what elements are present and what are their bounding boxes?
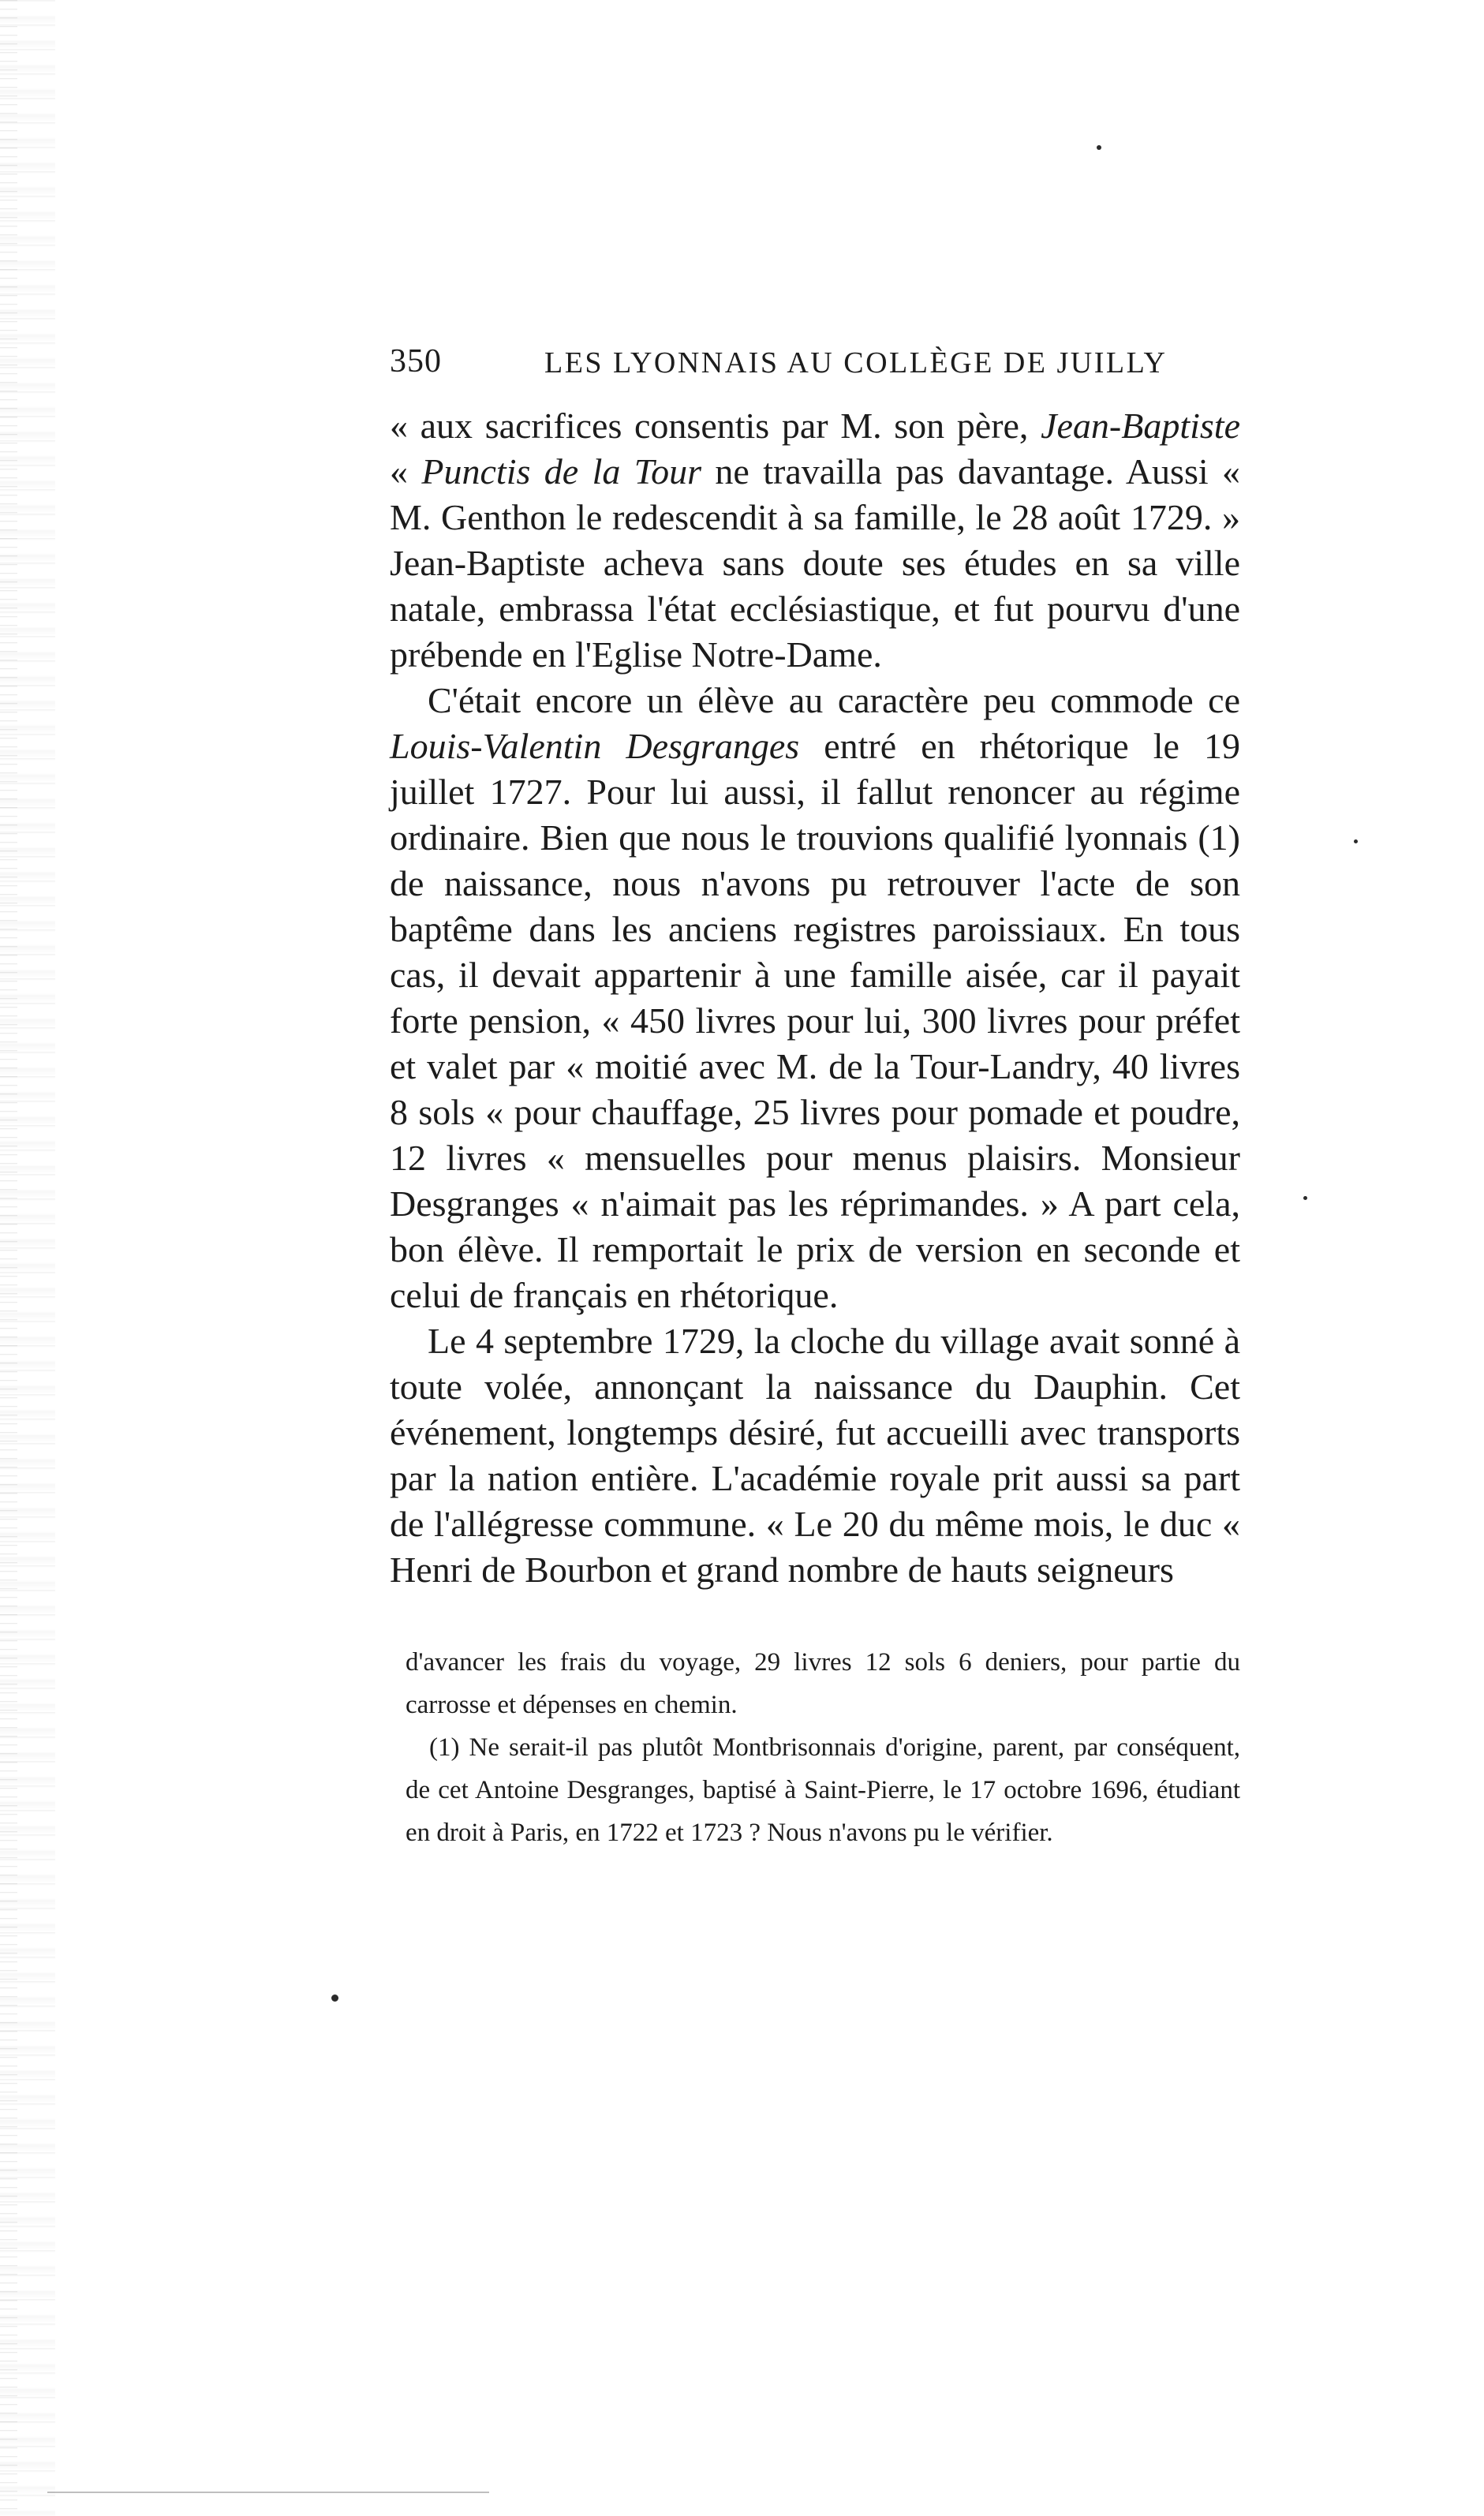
text-segment: C'était encore un élève au caractère peu commode ce <box>428 680 1240 720</box>
main-text <box>390 403 1240 1593</box>
ink-speck <box>1354 839 1358 843</box>
ink-speck <box>331 1994 338 2002</box>
footnote-continuation: d'avancer les frais du voyage, 29 livres 12 sols 6 deniers, pour partie du carrosse et dépenses en chemin. <box>406 1648 1240 1719</box>
page-header <box>390 342 1240 382</box>
text-segment: entré en rhétorique le 19 juillet 1727. Pour lui aussi, il fallut renoncer au régime ordinaire. Bien que nous le trouvions qualifié lyonnais (1) de naissance, nous n'avons pu retrouver l'acte de son baptême dans les anciens registres paroissiaux. En tous cas, il devait appartenir à une famille aisée, car il payait forte pension, « 450 livres pour lui, 300 livres pour préfet et valet par « moitié avec M. de la Tour-Landry, 40 livres 8 sols « pour chauffage, 25 livres pour pomade et poudre, 12 livres « mensuelles pour menus plaisirs. Monsieur Desgranges « n'aimait pas les réprimandes. » A part cela, bon élève. Il remportait le prix de version en seconde et celui de français en rhétorique. <box>390 726 1240 1315</box>
text-segment: ne travailla pas davantage. Aussi « M. Genthon le redescendit à sa famille, le 28 août 1729. » Jean-Baptiste acheva sans doute ses études en sa ville natale, embrassa l'état ecclésiastique, et fut pourvu d'une prébende en l'Eglise Notre-Dame. <box>390 451 1241 675</box>
page-number: 350 <box>390 343 442 379</box>
paragraph-2 <box>390 678 1240 1318</box>
bottom-scan-rule <box>47 2492 489 2493</box>
footnote-1: (1) Ne serait-il pas plutôt Montbrisonnais d'origine, parent, par conséquent, de cet Antoine Desgranges, baptisé à Saint-Pierre, le 17 octobre 1696, étudiant en droit à Paris, en 1722 et 1723 ? Nous n'avons pu le vérifier. <box>406 1733 1240 1847</box>
ink-speck <box>1303 1196 1307 1200</box>
ink-speck <box>1097 145 1101 150</box>
text-segment: « <box>390 451 422 492</box>
text-segment-italic: Jean-Baptiste <box>1041 406 1240 446</box>
text-segment-italic: Louis-Valentin Desgranges <box>390 726 800 766</box>
paragraph-3 <box>390 1318 1240 1593</box>
footnotes <box>406 1641 1240 1854</box>
scan-edge-noise <box>0 0 55 2516</box>
text-segment: Le 4 septembre 1729, la cloche du village avait sonné à toute volée, annonçant la naissance du Dauphin. Cet événement, longtemps désiré, fut accueilli avec transports par la nation entière. L'académie royale prit aussi sa part de l'allégresse commune. « Le 20 du même mois, le duc « Henri de Bourbon et grand nombre de hauts seigneurs <box>390 1321 1240 1590</box>
running-title: LES LYONNAIS AU COLLÈGE DE JUILLY <box>544 346 1168 379</box>
text-segment-italic: Punctis de la Tour <box>421 451 702 492</box>
text-segment: « aux sacrifices consentis par M. son père, <box>390 406 1041 446</box>
paragraph-1 <box>390 403 1240 678</box>
